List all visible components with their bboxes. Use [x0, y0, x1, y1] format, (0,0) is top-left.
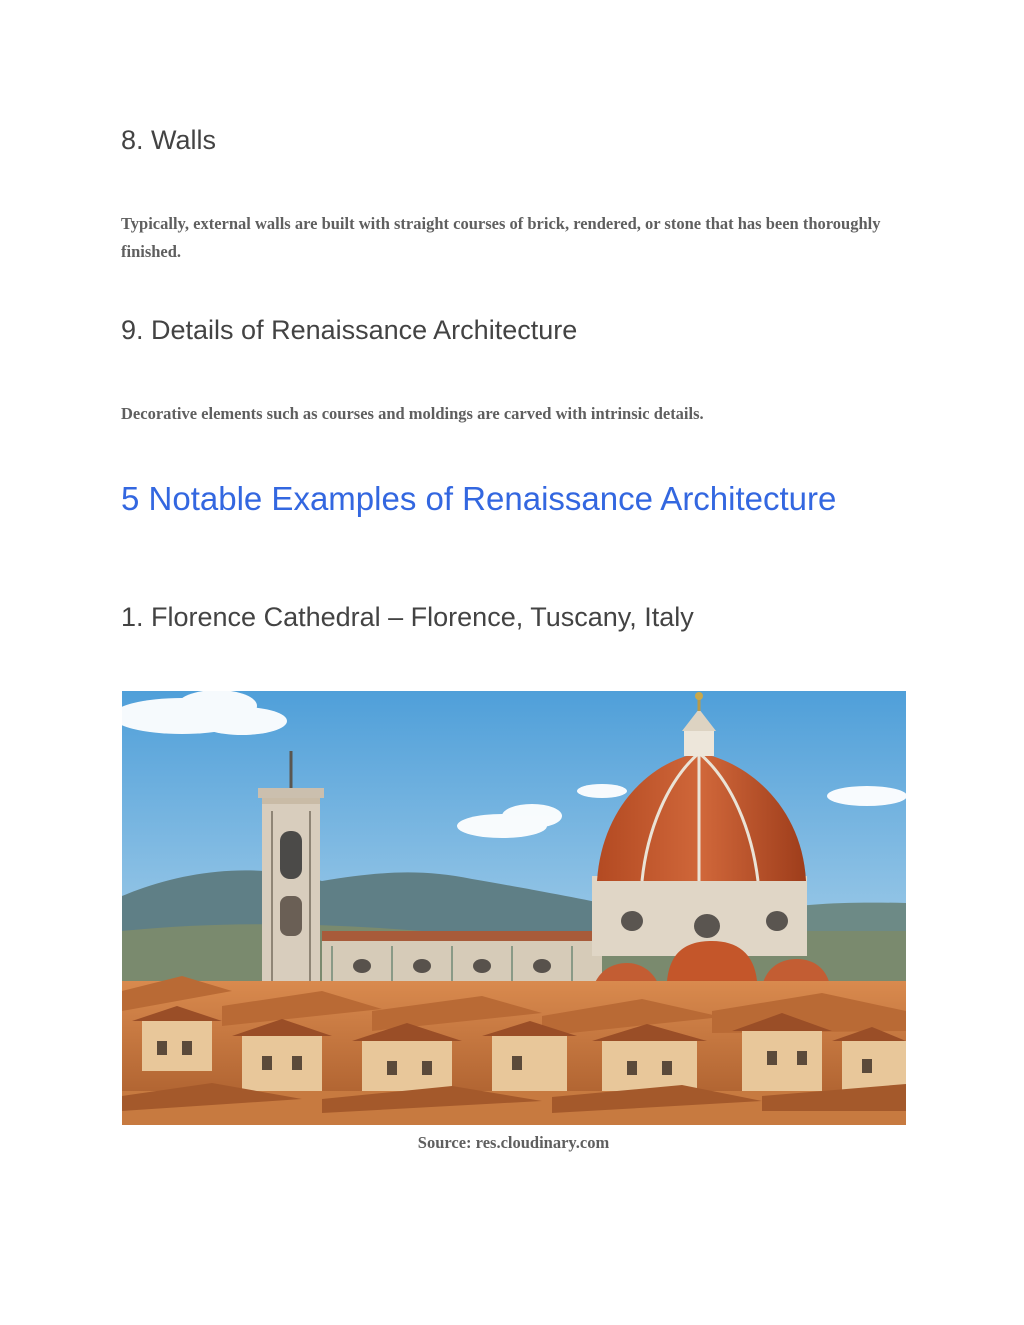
- section-body-walls: Typically, external walls are built with straight courses of brick, rendered, or stone that has been thoroughly finished.: [121, 214, 881, 261]
- main-heading: 5 Notable Examples of Renaissance Architecture: [121, 480, 837, 517]
- example-heading: 1. Florence Cathedral – Florence, Tuscany, Italy: [121, 602, 694, 632]
- florence-cathedral-image: [122, 691, 906, 1125]
- section-body-details: Decorative elements such as courses and moldings are carved with intrinsic details.: [121, 404, 704, 423]
- section-heading-walls: 8. Walls: [121, 125, 217, 155]
- image-caption: Source: res.cloudinary.com: [417, 1133, 610, 1152]
- section-heading-details: 9. Details of Renaissance Architecture: [121, 315, 578, 345]
